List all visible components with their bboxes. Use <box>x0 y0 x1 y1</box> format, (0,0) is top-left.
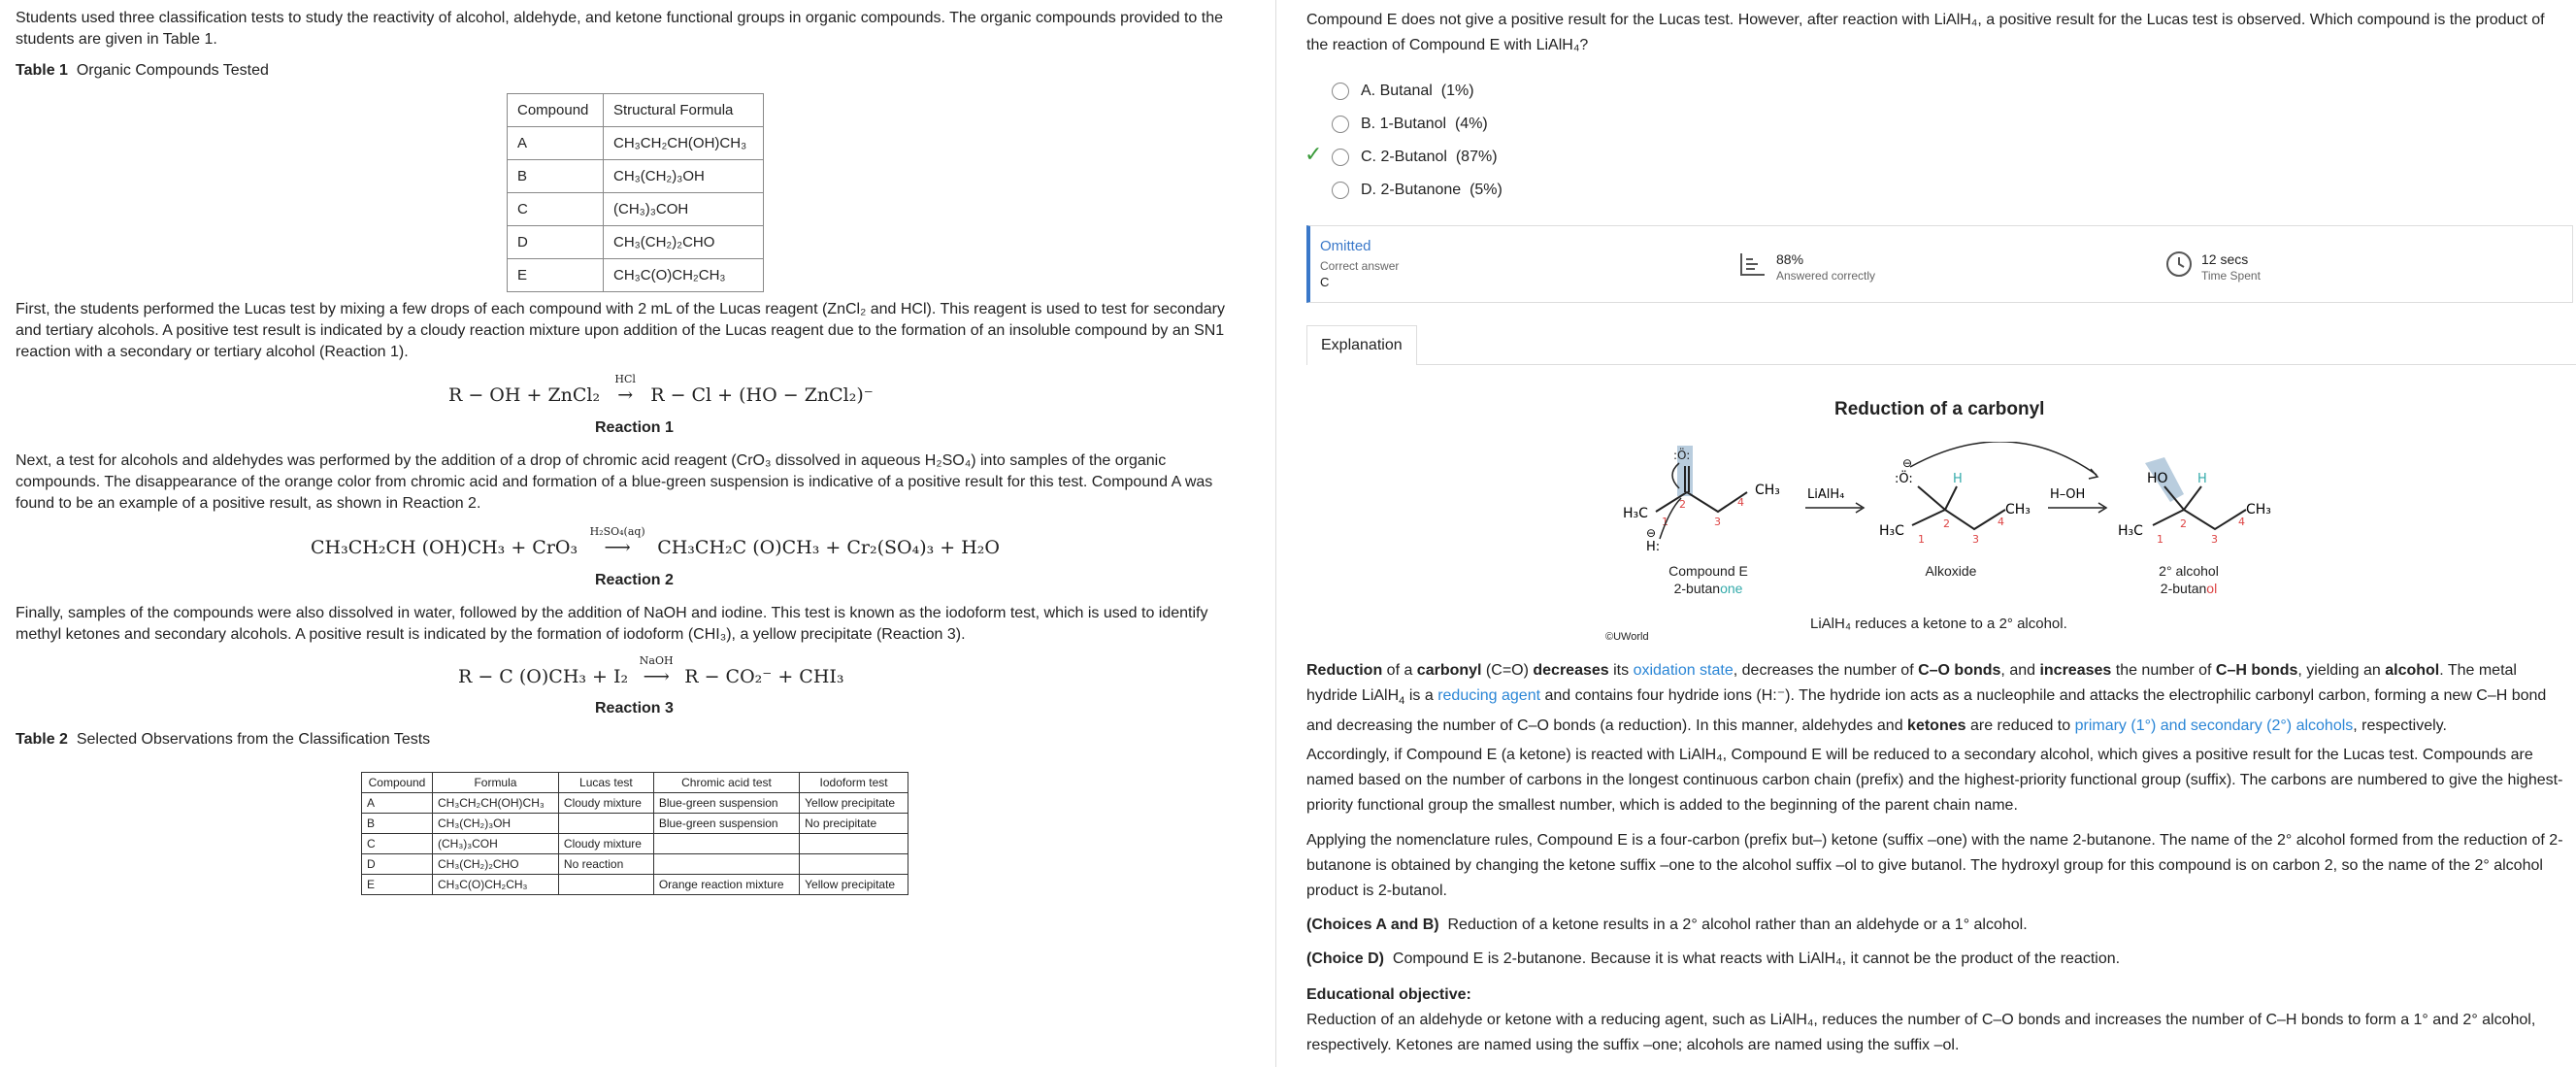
choice-letter: D. <box>1361 182 1376 198</box>
table-cell: CH₃(CH₂)₃OH <box>604 160 764 193</box>
svg-text:3: 3 <box>1714 516 1721 528</box>
table-cell: Yellow precipitate <box>800 793 908 814</box>
passage-panel <box>0 0 1276 1067</box>
table-cell: Blue-green suspension <box>653 814 799 834</box>
reaction3-arrow: NaOH ⟶ <box>634 666 678 687</box>
choices-ab-explanation <box>1306 913 2568 938</box>
choice-text: Butanal <box>1379 83 1433 99</box>
table-cell: Blue-green suspension <box>653 793 799 814</box>
table-row <box>362 854 908 875</box>
link-reducing-agent[interactable]: reducing agent <box>1437 687 1541 704</box>
choice-text: 2-Butanone <box>1380 182 1462 198</box>
svg-text:⊖: ⊖ <box>1646 526 1657 540</box>
table1 <box>507 93 764 292</box>
table1-caption <box>16 62 269 80</box>
choice-b[interactable] <box>1332 113 1488 136</box>
radio-icon[interactable] <box>1332 182 1349 199</box>
explanation-para-2: Accordingly, if Compound E (a ketone) is reacted with LiAlH₄, Compound E will be reduced to a secondary alcohol, which gives a positive result for the Lucas test. Compounds are named based on the number of carbons in the longest continuous carbon chain (prefix) and the highest-priority functional group (suffix). The carbons are numbered to give the highest-priority functional group the smallest number, which is added to the beginning of the parent chain name. <box>1306 747 2563 814</box>
choice-d[interactable] <box>1332 179 1503 202</box>
table-row <box>362 875 908 895</box>
percent-correct-label: Answered correctly <box>1776 269 1876 283</box>
svg-text::Ö:: :Ö: <box>1673 449 1691 462</box>
table1-caption-num: Table 1 <box>16 62 68 79</box>
table-cell: CH₃CH₂CH(OH)CH₃ <box>433 793 559 814</box>
passage-chromic: Next, a test for alcohols and aldehydes was performed by the addition of a drop of chromic acid reagent (CrO₃ dissolved in aqueous H₂SO₄) into samples of the organic compounds. The disappearance of the orange color from chromic acid and formation of a blue-green suspension is indicative of a positive result for this test. Compound A was found to be an example of a positive result, as shown in Reaction 2. <box>16 452 1213 512</box>
choice-pct: (5%) <box>1470 182 1503 198</box>
radio-icon[interactable] <box>1332 116 1349 133</box>
compound-e-name-suffix: one <box>1720 581 1743 596</box>
table2-header-row <box>362 773 908 793</box>
reaction2-arrow: H₂SO₄(aq) ⟶ <box>583 537 651 558</box>
table-cell: CH₃C(O)CH₂CH₃ <box>604 259 764 292</box>
svg-text:2: 2 <box>1679 498 1686 511</box>
table-cell: D <box>362 854 433 875</box>
svg-text:1: 1 <box>2157 533 2163 546</box>
table-row <box>362 793 908 814</box>
table-cell <box>558 875 653 895</box>
svg-text:2: 2 <box>2180 517 2187 530</box>
reaction2-label: Reaction 2 <box>595 572 674 588</box>
reaction1-reactants: R − OH + ZnCl₂ <box>448 384 601 406</box>
table-cell: (CH₃)₃COH <box>604 193 764 226</box>
time-spent-value: 12 secs <box>2201 251 2249 267</box>
compound-e-name <box>1640 581 1776 596</box>
choices-ab-text: Reduction of a ketone results in a 2° alcohol rather than an aldehyde or a 1° alcohol. <box>1447 917 2028 933</box>
choice-pct: (4%) <box>1454 116 1488 132</box>
svg-text:4: 4 <box>1998 516 2004 528</box>
table-row <box>508 127 764 160</box>
table-cell <box>558 814 653 834</box>
table-cell: D <box>508 226 604 259</box>
reaction1-equation <box>448 373 874 406</box>
table-row <box>508 226 764 259</box>
svg-text:H₃C: H₃C <box>2118 523 2143 539</box>
passage-iodoform: Finally, samples of the compounds were also dissolved in water, followed by the addition of NaOH and iodine. This test is known as the iodoform test, which is used to identify methyl ketones and secondary alcohols. A positive result is indicated by the formation of iodoform (CHI₃), a yellow precipitate (Reaction 3). <box>16 605 1208 643</box>
choice-letter: A. <box>1361 83 1376 99</box>
reaction3-products: R − CO₂⁻ + CHI₃ <box>684 666 844 687</box>
choice-text: 1-Butanol <box>1379 116 1447 132</box>
correct-answer-label: Correct answer <box>1320 259 1400 273</box>
status-label: Omitted <box>1320 238 1371 254</box>
svg-text:3: 3 <box>2211 533 2218 546</box>
table1-header-cell: Compound <box>508 94 604 127</box>
table-row <box>362 814 908 834</box>
alcohol-name-suffix: ol <box>2206 581 2218 596</box>
table-row <box>362 834 908 854</box>
table-cell <box>800 834 908 854</box>
table-cell: CH₃C(O)CH₂CH₃ <box>433 875 559 895</box>
table-row <box>508 259 764 292</box>
objective-text: Reduction of an aldehyde or ketone with a reducing agent, such as LiAlH₄, reduces the number of C–O bonds and increases the number of C–H bonds to form a 1° and 2° alcohol, respectively. Ketones are named using the suffix –one; alcohols are named using the suffix –ol. <box>1306 1012 2536 1053</box>
radio-icon[interactable] <box>1332 149 1349 166</box>
table2-header-cell: Formula <box>433 773 559 793</box>
svg-text:2: 2 <box>1943 517 1950 530</box>
table-cell: No reaction <box>558 854 653 875</box>
table-cell: A <box>508 127 604 160</box>
reaction3-condition: NaOH <box>639 654 674 667</box>
table-cell: Cloudy mixture <box>558 834 653 854</box>
result-stats-bar <box>1306 225 2573 303</box>
table2-caption-num: Table 2 <box>16 731 68 748</box>
alcohol-name <box>2121 581 2257 596</box>
table1-caption-text: Organic Compounds Tested <box>76 62 269 79</box>
table1-header-cell: Structural Formula <box>604 94 764 127</box>
reaction2-reactants: CH₃CH₂CH (OH)CH₃ + CrO₃ <box>311 537 578 558</box>
table-cell: B <box>362 814 433 834</box>
table-cell: E <box>508 259 604 292</box>
table-cell: CH₃(CH₂)₃OH <box>433 814 559 834</box>
table2-header-cell: Chromic acid test <box>653 773 799 793</box>
alcohol-label: 2° alcohol <box>2159 563 2219 579</box>
table-cell: CH₃(CH₂)₂CHO <box>433 854 559 875</box>
reaction3-reactants: R − C (O)CH₃ + I₂ <box>458 666 629 687</box>
table-cell: CH₃CH₂CH(OH)CH₃ <box>604 127 764 160</box>
table-cell: A <box>362 793 433 814</box>
table1-header-row <box>508 94 764 127</box>
reaction3-equation <box>458 654 844 687</box>
table2-caption <box>16 731 430 749</box>
tab-explanation[interactable]: Explanation <box>1306 325 1417 365</box>
choice-text: 2-Butanol <box>1380 149 1447 165</box>
svg-text:4: 4 <box>1737 496 1744 509</box>
table-row <box>508 193 764 226</box>
svg-text:1: 1 <box>1918 533 1925 546</box>
table-cell <box>653 834 799 854</box>
table-cell: CH₃(CH₂)₂CHO <box>604 226 764 259</box>
correct-check-icon: ✓ <box>1305 142 1323 166</box>
link-alcohols[interactable]: primary (1°) and secondary (2°) alcohols <box>2074 717 2354 735</box>
svg-text:H: H <box>1953 472 1963 486</box>
figure-caption: LiAlH₄ reduces a ketone to a 2° alcohol. <box>1810 616 2067 632</box>
svg-text:CH₃: CH₃ <box>2246 502 2271 517</box>
table-cell <box>800 854 908 875</box>
svg-text:CH₃: CH₃ <box>2005 502 2031 517</box>
table2-header-cell: Iodoform test <box>800 773 908 793</box>
copyright: ©UWorld <box>1605 631 1649 643</box>
time-spent-label: Time Spent <box>2201 269 2261 283</box>
table-cell: C <box>362 834 433 854</box>
reaction1-label: Reaction 1 <box>595 419 674 436</box>
clock-icon <box>2164 250 2194 279</box>
choices-ab-label: (Choices A and B) <box>1306 917 1439 933</box>
table-cell: Yellow precipitate <box>800 875 908 895</box>
alkoxide-label: Alkoxide <box>1925 563 1977 579</box>
reaction3-label: Reaction 3 <box>595 700 674 717</box>
choice-d-label: (Choice D) <box>1306 950 1384 967</box>
choice-a[interactable] <box>1332 80 1474 103</box>
tab-divider <box>1306 364 2576 365</box>
reaction1-condition: HCl <box>614 373 636 385</box>
svg-text:H₃C: H₃C <box>1879 523 1904 539</box>
table-cell: No precipitate <box>800 814 908 834</box>
svg-text:HO: HO <box>2147 471 2168 486</box>
compound-e-label: Compound E <box>1668 563 1748 579</box>
svg-text:H:: H: <box>1646 540 1661 554</box>
table-cell <box>653 854 799 875</box>
explanation-para-1: Reduction of a carbonyl (C=O) decreases its oxidation state, decreases the number of C–O bonds, and increases the number of C–H bonds, yielding an alcohol. The metal hydride LiAlH$_4$ is a reducing agent and contains four hydride ions (H:⁻). The hydride ion acts as a nucleophile and attacks the electrophilic carbonyl carbon, forming a new C–H bond and decreasing the number of C–O bonds (a reduction). In this manner, aldehydes and ketones are reduced to primary (1°) and secondary (2°) alcohols, respectively. <box>1306 662 2547 735</box>
svg-text:H: H <box>2197 472 2207 486</box>
svg-text:⊖: ⊖ <box>1902 456 1913 470</box>
table2-header-cell: Compound <box>362 773 433 793</box>
svg-text:CH₃: CH₃ <box>1755 483 1780 498</box>
bar-chart-icon <box>1739 251 1767 277</box>
passage-intro: Students used three classification tests to study the reactivity of alcohol, aldehyde, and ketone functional groups in organic compounds. The organic compounds provided to the students are given in Table 1. <box>16 10 1224 48</box>
choice-letter: C. <box>1361 149 1376 165</box>
table-cell: Cloudy mixture <box>558 793 653 814</box>
explanation-para-3: Applying the nomenclature rules, Compound E is a four-carbon (prefix but–) ketone (suffix –one) with the name 2-butanone. The name of the 2° alcohol formed from the reduction of 2-butanone is obtained by changing the ketone suffix –one to the alcohol suffix –ol to give butanol. The hydroxyl group for this compound is on carbon 2, so the name of the 2° alcohol product is 2-butanol. <box>1306 832 2563 899</box>
alcohol-name-stem: 2-butan <box>2160 581 2207 596</box>
figure-title: Reduction of a carbonyl <box>1834 399 2045 419</box>
reaction2-products: CH₃CH₂C (O)CH₃ + Cr₂(SO₄)₃ + H₂O <box>657 537 1001 558</box>
table2-caption-text: Selected Observations from the Classification Tests <box>76 731 431 748</box>
svg-text:3: 3 <box>1972 533 1979 546</box>
table2 <box>361 772 908 895</box>
hoh-label: H–OH <box>2050 487 2086 502</box>
reaction2-condition: H₂SO₄(aq) <box>589 525 645 538</box>
table2-header-cell: Lucas test <box>558 773 653 793</box>
choice-pct: (87%) <box>1455 149 1498 165</box>
table-cell: (CH₃)₃COH <box>433 834 559 854</box>
svg-text:1: 1 <box>1662 516 1668 528</box>
choice-d-text: Compound E is 2-butanone. Because it is what reacts with LiAlH₄, it cannot be the product of the reaction. <box>1392 950 2121 967</box>
choice-letter: B. <box>1361 116 1376 132</box>
correct-answer-value: C <box>1320 275 1330 289</box>
reaction2-equation <box>311 525 1001 558</box>
radio-icon[interactable] <box>1332 83 1349 100</box>
reaction1-products: R − Cl + (HO − ZnCl₂)⁻ <box>650 384 874 406</box>
svg-text:4: 4 <box>2238 516 2245 528</box>
reaction1-arrow: HCl → <box>606 384 644 406</box>
percent-correct-value: 88% <box>1776 251 1804 267</box>
table-cell: B <box>508 160 604 193</box>
table-cell: C <box>508 193 604 226</box>
svg-text:H₃C: H₃C <box>1623 506 1648 521</box>
link-oxidation-state[interactable]: oxidation state <box>1633 662 1734 679</box>
question-stem: Compound E does not give a positive result for the Lucas test. However, after reaction with LiAlH₄, a positive result for the Lucas test is observed. Which compound is the product of the reaction of Compound E with LiAlH₄? <box>1306 12 2545 53</box>
choice-d-explanation <box>1306 947 2568 972</box>
compound-e-name-stem: 2-butan <box>1673 581 1721 596</box>
reagent-label: LiAlH₄ <box>1807 487 1845 502</box>
table-row <box>508 160 764 193</box>
svg-text::Ö:: :Ö: <box>1895 472 1913 486</box>
table-cell: E <box>362 875 433 895</box>
table-cell: Orange reaction mixture <box>653 875 799 895</box>
passage-lucas: First, the students performed the Lucas test by mixing a few drops of each compound with 2 mL of the Lucas reagent (ZnCl₂ and HCl). This reagent is used to test for secondary and tertiary alcohols. A positive test result is indicated by a cloudy reaction mixture upon addition of the Lucas reagent due to the formation of an insoluble compound by an SN1 reaction with a secondary or tertiary alcohol (Reaction 1). <box>16 301 1225 360</box>
choice-c[interactable] <box>1332 146 1498 169</box>
choice-pct: (1%) <box>1440 83 1474 99</box>
objective-label: Educational objective: <box>1306 986 1471 1003</box>
